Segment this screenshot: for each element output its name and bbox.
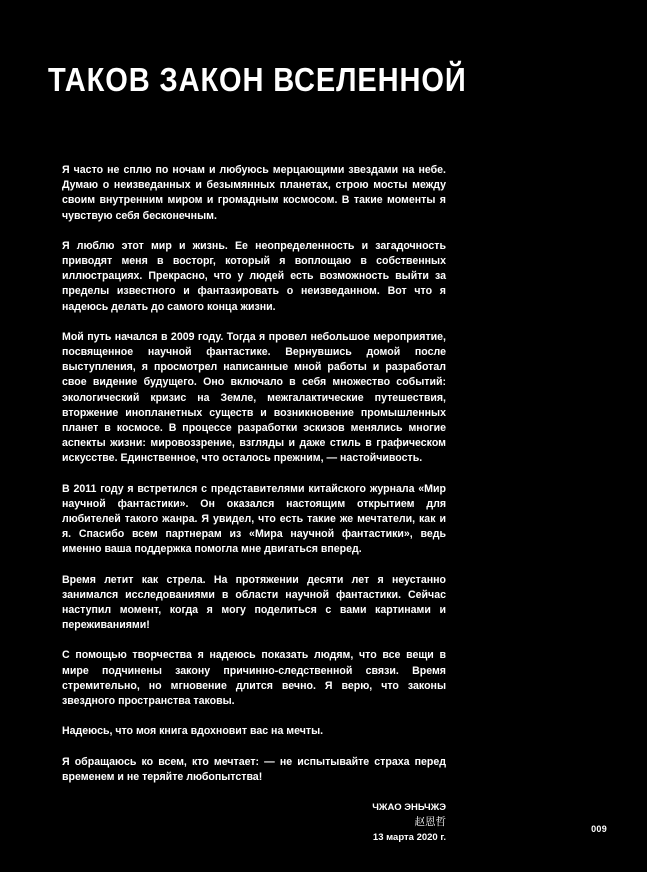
paragraph: Я часто не сплю по ночам и любуюсь мерцающими звездами на небе. Думаю о неизведанных и безымянных планетах, строю мосты между своим внутренним миром и громадным космосом. В такие моменты я чувствую себя бесконечным. (62, 164, 446, 222)
paragraph: Надеюсь, что моя книга вдохновит вас на мечты. (62, 725, 324, 738)
signature-date: 13 марта 2020 г. (372, 831, 446, 843)
page-number: 009 (591, 824, 607, 834)
paragraph: С помощью творчества я надеюсь показать людям, что все вещи в мире подчинены закону причинно-следственной связи. Время стремительно, но мгновение длится вечно. Я верю, что законы звездного пространства таковы. (62, 649, 446, 708)
paragraph: Я люблю этот мир и жизнь. Ее неопределенность и загадочность приводят меня в восторг, который я воплощаю в собственных иллюстрациях. Прекрасно, что у людей есть возможность выйти за пределы известного и фантазировать о неизведанном. Вот что я надеюсь делать до самого конца жизни. (62, 239, 446, 313)
paragraph: Время летит как стрела. На протяжении десяти лет я неустанно занимался исследованиями в области научной фантастики. Сейчас наступил момент, когда я могу поделиться с вами картинами и переживаниями! (62, 573, 446, 632)
page-title: ТАКОВ ЗАКОН ВСЕЛЕННОЙ (48, 61, 467, 98)
paragraph: Я обращаюсь ко всем, кто мечтает: — не испытывайте страха перед временем и не теряйте любопытства! (62, 755, 446, 783)
signature-block (62, 800, 446, 845)
paragraph: В 2011 году я встретился с представителями китайского журнала «Мир научной фантастики». Он оказался настоящим открытием для любителей такого жанра. Я увидел, что есть такие же мечтатели, как и я. Спасибо всем партнерам из «Мира научной фантастики», ведь именно ваша поддержка помогла мне двигаться вперед. (62, 482, 446, 556)
foreword-text (62, 163, 446, 845)
paragraph: Мой путь начался в 2009 году. Тогда я провел небольшое мероприятие, посвященное научной фантастике. Вернувшись домой после выступления, я просмотрел написанные мной работы и разработал свое видение будущего. Оно включало в себя множество событий: экологический кризис на Земле, межгалактические путешествия, вторжение инопланетных существ и возникновение промышленных планет в космосе. В процессе разработки эскизов менялись многие аспекты жизни: мировоззрение, взгляды и даже стиль в графическом искусстве. Единственное, что осталось прежним, — настойчивость. (62, 330, 446, 465)
author-chinese-name: 赵恩哲 (414, 815, 446, 828)
author-name: ЧЖАО ЭНЬЧЖЭ (372, 801, 446, 813)
